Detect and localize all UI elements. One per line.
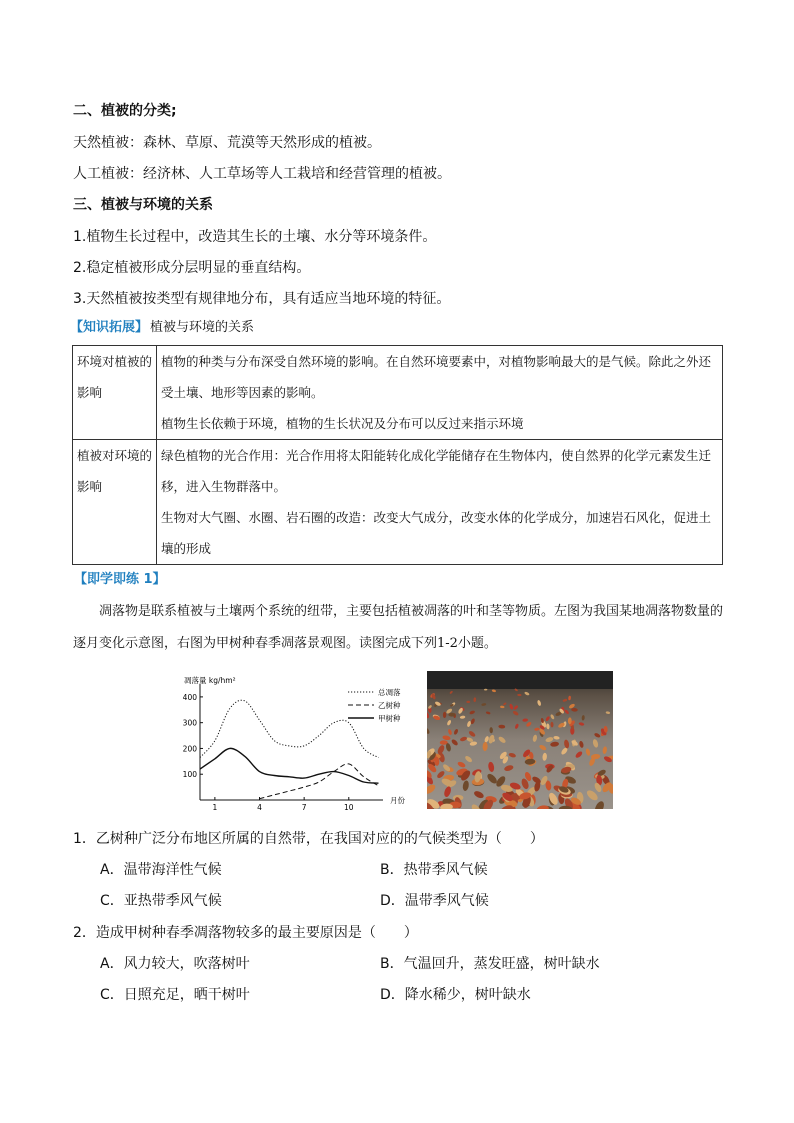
practice-tag: 【即学即练 1】 (74, 572, 166, 587)
litter-chart (178, 672, 418, 812)
table-row (73, 346, 723, 440)
x-tick-label: 1 (212, 803, 218, 812)
section3-item-1: 1.植物生长过程中，改造其生长的土壤、水分等环境条件。 (73, 229, 437, 245)
paragraph: 植物生长依赖于环境，植物的生长状况及分布可以反过来指示环境 (161, 416, 524, 431)
section3-item-3: 3.天然植被按类型有规律地分布，具有适应当地环境的特征。 (73, 291, 451, 307)
q2-option-d[interactable]: D．降水稀少，树叶缺水 (380, 987, 531, 1003)
legend-label: 总凋落 (378, 688, 401, 697)
artificial-vegetation-text: 人工植被：经济林、人工草场等人工栽培和经营管理的植被。 (73, 166, 451, 182)
knowledge-title (70, 318, 254, 338)
leaves-image (427, 671, 613, 809)
natural-vegetation-text: 天然植被：森林、草原、荒漠等天然形成的植被。 (73, 135, 381, 151)
practice-intro: 凋落物是联系植被与土壤两个系统的纽带，主要包括植被凋落的叶和茎等物质。左图为我国某地凋落物数量的逐月变化示意图，右图为甲树种春季凋落景观图。读图完成下列1-2小题。 (73, 604, 724, 651)
q2-option-b[interactable]: B．气温回升，蒸发旺盛，树叶缺水 (380, 956, 600, 972)
legend-label: 乙树种 (378, 701, 401, 710)
table-row (73, 440, 723, 565)
y-tick-label: 400 (182, 692, 197, 702)
section2-heading: 二、植被的分类; (73, 103, 177, 119)
y-axis-label: 凋落量 kg/hm² (184, 676, 236, 685)
row-header-veg-on-env: 植被对环境的影响 (73, 440, 157, 565)
fallen-leaves-photo (427, 671, 613, 809)
y-tick-label: 200 (182, 744, 197, 754)
q1-option-a[interactable]: A．温带海洋性气候 (100, 862, 222, 878)
y-tick-label: 300 (182, 718, 197, 728)
paragraph: 绿色植物的光合作用：光合作用将太阳能转化成化学能储存在生物体内，使自然界的化学元素发生迁移，进入生物群落中。 (161, 448, 712, 494)
section3-heading: 三、植被与环境的关系 (73, 197, 213, 213)
knowledge-tag: 【知识拓展】 (70, 320, 149, 335)
x-tick-label: 10 (344, 803, 354, 812)
q1-option-b[interactable]: B．热带季风气候 (380, 862, 488, 878)
q1-option-c[interactable]: C．亚热带季风气候 (100, 893, 222, 909)
row-header-env-on-veg: 环境对植被的影响 (73, 346, 157, 440)
x-axis-label: 月份 (390, 796, 405, 805)
paragraph: 生物对大气圈、水圈、岩石圈的改造：改变大气成分，改变水体的化学成分，加速岩石风化，促进土壤的形成 (161, 510, 712, 556)
question-2-stem: 2．造成甲树种春季凋落物较多的最主要原因是（ ） (73, 925, 418, 941)
legend-label: 甲树种 (378, 714, 401, 723)
q2-option-a[interactable]: A．风力较大，吹落树叶 (100, 956, 250, 972)
leaf (448, 713, 455, 717)
paragraph: 植物的种类与分布深受自然环境的影响。在自然环境要素中，对植物影响最大的是气候。除此之外还受土壤、地形等因素的影响。 (161, 354, 712, 400)
row-content-veg-on-env (157, 440, 723, 565)
knowledge-title-text: 植被与环境的关系 (150, 320, 255, 335)
question-1-stem: 1．乙树种广泛分布地区所属的自然带，在我国对应的的气候类型为（ ） (73, 831, 544, 847)
y-tick-label: 100 (182, 770, 197, 780)
q1-option-d[interactable]: D．温带季风气候 (380, 893, 489, 909)
x-tick-label: 7 (301, 803, 307, 812)
x-tick-label: 4 (257, 803, 262, 812)
row-content-env-on-veg (157, 346, 723, 440)
q2-option-c[interactable]: C．日照充足，晒干树叶 (100, 987, 250, 1003)
section3-item-2: 2.稳定植被形成分层明显的垂直结构。 (73, 260, 311, 276)
knowledge-table (72, 345, 723, 565)
